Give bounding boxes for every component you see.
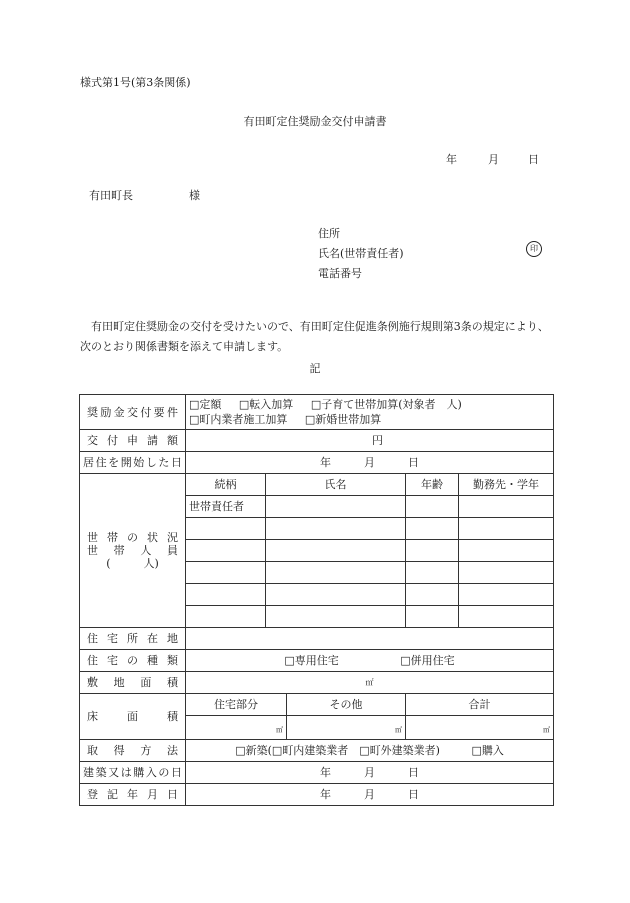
workplace-cell[interactable] [459,518,554,540]
table-row [80,452,554,474]
table-row [80,740,554,762]
option-new-build[interactable]: □新築(□町内建築業者 □町外建築業者) [235,744,440,757]
house-type-options[interactable] [186,650,554,672]
application-table [79,394,554,806]
table-row [80,628,554,650]
workplace-cell[interactable] [459,606,554,628]
table-row [80,395,554,430]
relation-cell[interactable] [186,540,266,562]
amount-field[interactable] [186,430,554,452]
age-cell[interactable] [406,606,459,628]
relation-cell[interactable] [186,518,266,540]
table-row [80,694,554,716]
residence-start-date[interactable]: 年 月 日 [186,452,554,474]
registration-date-field[interactable]: 年 月 日 [186,784,554,806]
household-status-label: 世帯の状況 [87,531,178,544]
workplace-cell[interactable] [459,496,554,518]
registration-date-label: 登記年月日 [80,784,186,806]
application-statement: 有田町定住奨励金の交付を受けたいので、有田町定住促進条例施行規則第3条の規定により、次のとおり関係書類を添えて申請します。 [80,320,549,353]
date-day: 日 [528,153,539,166]
requirements-options[interactable] [186,395,554,430]
name-cell[interactable] [266,540,406,562]
date-month: 月 [488,153,499,166]
name-cell[interactable] [266,562,406,584]
header-name: 氏名 [266,474,406,496]
build-date-field[interactable]: 年 月 日 [186,762,554,784]
floor-residential-field[interactable] [186,716,287,740]
header-age: 年齢 [406,474,459,496]
ki-heading: 記 [309,362,321,375]
applicant-phone-label: 電話番号 [318,267,362,280]
floor-header-other: その他 [287,694,406,716]
workplace-cell[interactable] [459,540,554,562]
addressee [89,187,200,203]
site-area-unit: ㎡ [365,678,374,687]
option-combined-house[interactable]: □併用住宅 [400,654,455,667]
floor-total-unit: ㎡ [543,726,551,734]
floor-residential-unit: ㎡ [276,726,283,734]
relation-cell[interactable] [186,584,266,606]
age-cell[interactable] [406,584,459,606]
amount-unit: 円 [372,434,384,447]
household-count: ( 人) [106,557,159,570]
addressee-name: 有田町長 [89,189,133,202]
table-row [80,474,554,496]
name-cell[interactable] [266,584,406,606]
site-area-label: 敷地面積 [80,672,186,694]
floor-header-residential: 住宅部分 [186,694,287,716]
header-relation: 続柄 [186,474,266,496]
amount-label: 交付申請額 [80,430,186,452]
addressee-honorific: 様 [189,189,200,202]
floor-other-unit: ㎡ [395,726,402,734]
option-purchase[interactable]: □購入 [471,744,504,757]
option-fixed[interactable]: □定額 [189,398,222,411]
workplace-cell[interactable] [459,584,554,606]
relation-cell[interactable] [186,562,266,584]
workplace-cell[interactable] [459,562,554,584]
residence-start-label: 居住を開始した日 [80,452,186,474]
floor-header-total: 合計 [406,694,554,716]
house-location-label: 住宅所在地 [80,628,186,650]
acquisition-label: 取得方法 [80,740,186,762]
option-newlywed[interactable]: □新婚世帯加算 [304,413,382,426]
name-cell[interactable] [266,496,406,518]
header-workplace: 勤務先・学年 [459,474,554,496]
option-move-in[interactable]: □転入加算 [238,398,294,411]
house-location-field[interactable] [186,628,554,650]
date-year: 年 [446,153,457,166]
relation-cell: 世帯責任者 [186,496,266,518]
name-cell[interactable] [266,606,406,628]
table-row [80,762,554,784]
option-childcare[interactable]: □子育て世帯加算(対象者 人) [310,398,462,411]
floor-area-label: 床面積 [80,694,186,740]
table-row [80,430,554,452]
table-row [80,650,554,672]
applicant-name-label: 氏名(世帯責任者) [318,247,404,260]
option-local-builder[interactable]: □町内業者施工加算 [189,413,288,426]
applicant-block [318,224,404,284]
site-area-field[interactable] [186,672,554,694]
option-dedicated-house[interactable]: □専用住宅 [284,654,339,667]
age-cell[interactable] [406,540,459,562]
table-row [80,784,554,806]
age-cell[interactable] [406,562,459,584]
form-number: 様式第1号(第3条関係) [80,76,191,89]
application-date [446,151,539,167]
requirements-label: 奨励金交付要件 [80,395,186,430]
name-cell[interactable] [266,518,406,540]
build-date-label: 建築又は購入の日 [80,762,186,784]
table-row [80,672,554,694]
floor-total-field[interactable] [406,716,554,740]
acquisition-options[interactable] [186,740,554,762]
document-title: 有田町定住奨励金交付申請書 [243,115,387,128]
applicant-address-label: 住所 [318,227,340,240]
floor-other-field[interactable] [287,716,406,740]
age-cell[interactable] [406,496,459,518]
household-label [80,474,186,628]
household-members-label: 世帯人員 [87,544,178,557]
age-cell[interactable] [406,518,459,540]
relation-cell[interactable] [186,606,266,628]
seal-mark: 印 [526,241,542,257]
house-type-label: 住宅の種類 [80,650,186,672]
